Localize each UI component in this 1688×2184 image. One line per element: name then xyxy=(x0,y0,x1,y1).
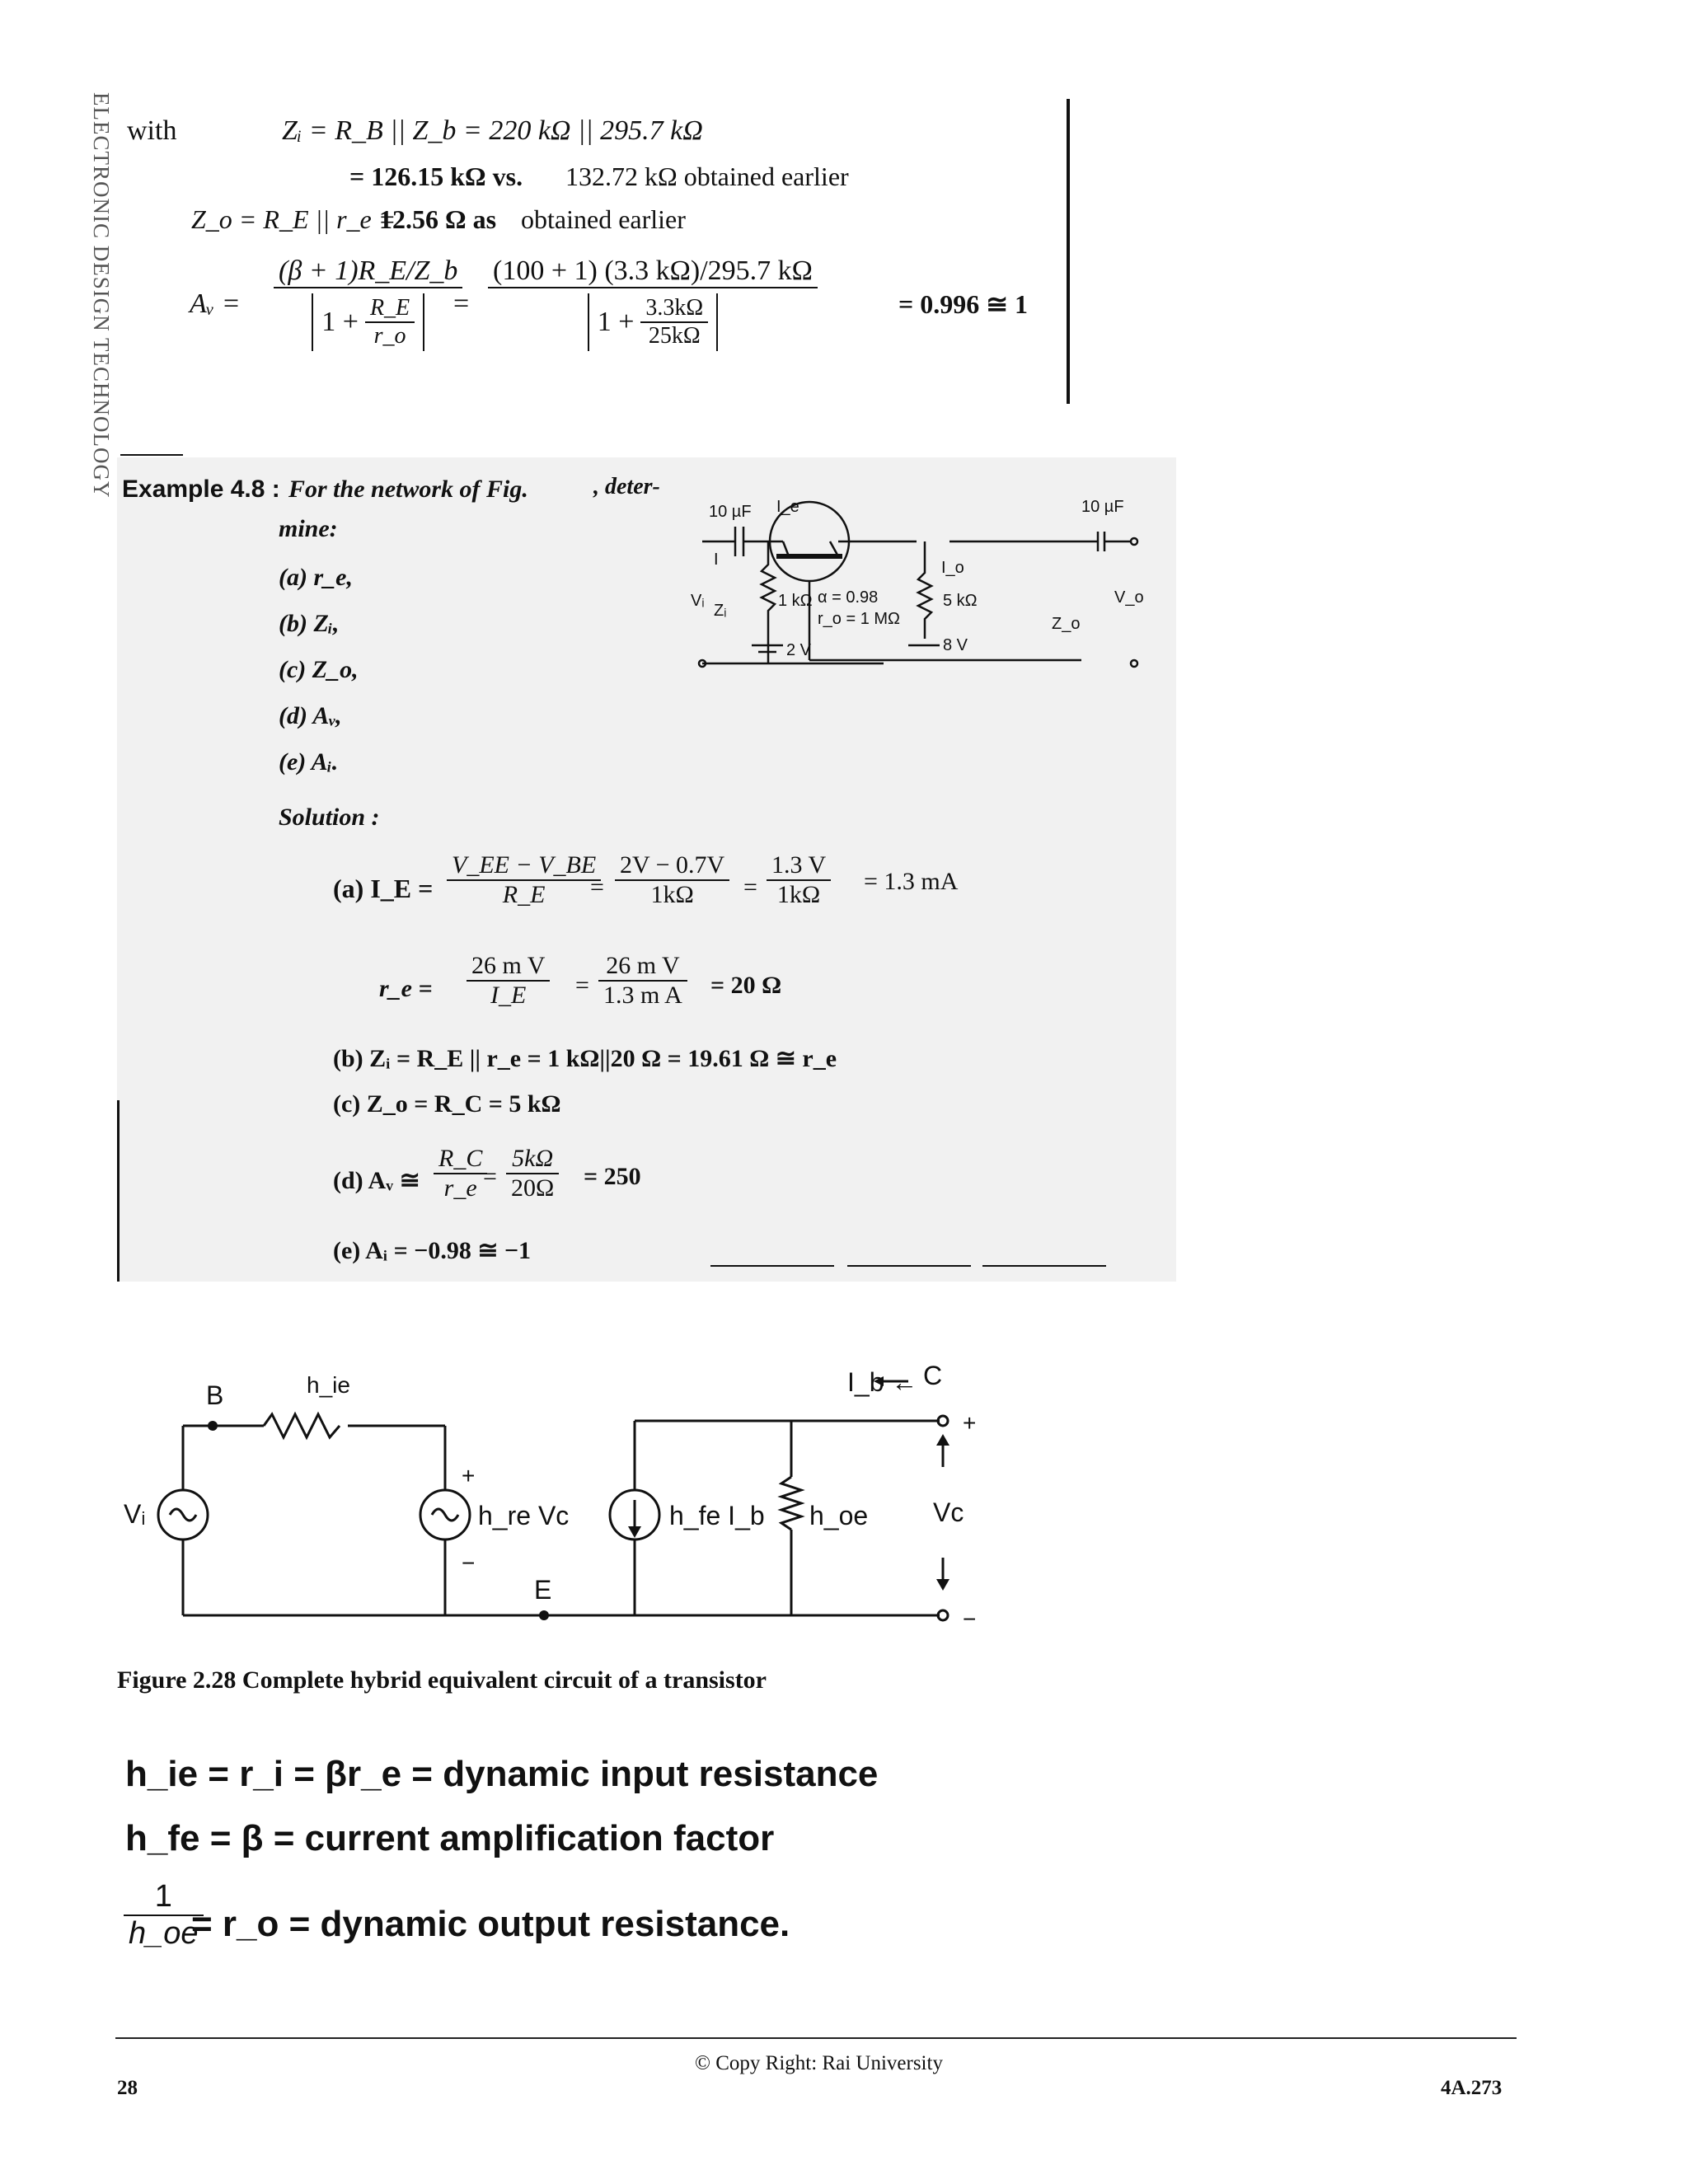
rule-a xyxy=(710,1265,834,1267)
av-den1-den: r_o xyxy=(373,323,406,349)
av-den2-den: 25kΩ xyxy=(648,323,701,349)
av-d-eq: = xyxy=(483,1163,497,1190)
part-d: (d) Aᵥ, xyxy=(279,702,342,729)
source-minus: − xyxy=(462,1550,476,1576)
def-hie: h_ie = r_i = βr_e = dynamic input resistance xyxy=(125,1754,879,1794)
hre-vc-label: h_re Vc xyxy=(478,1501,570,1530)
part-b: (b) Zᵢ, xyxy=(279,610,340,637)
part-e: (e) Aᵢ. xyxy=(279,748,339,776)
re-over-ro xyxy=(365,295,415,349)
re-label: 1 kΩ xyxy=(778,592,813,610)
zi-line-2-rest: 132.72 kΩ obtained earlier xyxy=(565,162,849,191)
node-b-label: B xyxy=(206,1380,224,1410)
with-word: with xyxy=(127,115,177,146)
av-d-f1-den: r_e xyxy=(443,1174,477,1202)
example-left-bar xyxy=(117,1100,120,1282)
solution-label: Solution : xyxy=(279,804,380,831)
zi-line-1: Zᵢ = R_B || Z_b = 220 kΩ || 295.7 kΩ xyxy=(282,115,703,146)
part-e-solution: (e) Aᵢ = −0.98 ≅ −1 xyxy=(333,1237,532,1264)
hybrid-vi-label: Vᵢ xyxy=(124,1499,146,1529)
rule-c xyxy=(982,1265,1106,1267)
hie-label: h_ie xyxy=(307,1372,350,1398)
ro-label: r_o = 1 MΩ xyxy=(818,610,900,628)
ie-fraction-2 xyxy=(615,851,729,909)
re-f1-den: I_E xyxy=(490,982,527,1009)
part-c-solution: (c) Z_o = R_C = 5 kΩ xyxy=(333,1090,561,1118)
re-lhs: r_e = xyxy=(379,975,433,1002)
av-fraction-numeric xyxy=(488,255,818,351)
example-panel xyxy=(117,457,1176,1282)
node-c-label: C xyxy=(923,1361,943,1390)
def-hoe-num: 1 xyxy=(154,1879,172,1914)
copyright: © Copy Right: Rai University xyxy=(695,2052,943,2074)
av-d-f2-num: 5kΩ xyxy=(512,1145,554,1172)
av-result: = 0.996 ≅ 1 xyxy=(898,289,1029,319)
ie-f1-den: R_E xyxy=(502,881,546,908)
hfe-ib-label: h_fe I_b xyxy=(669,1501,765,1530)
ie-result: = 1.3 mA xyxy=(864,868,959,895)
ie-f2-den: 1kΩ xyxy=(650,881,694,908)
av-d-fraction-1 xyxy=(434,1145,487,1202)
re-f2-num: 26 m V xyxy=(606,952,680,979)
output-plus: + xyxy=(963,1410,977,1436)
zi-label: Zᵢ xyxy=(714,602,727,620)
rc-over-ro-numeric xyxy=(640,295,708,349)
side-label-text: ELECTRONIC DESIGN TECHNOLOGY xyxy=(89,92,114,499)
rc-label: 5 kΩ xyxy=(943,592,978,610)
ie-eq-1: = xyxy=(590,874,604,901)
right-margin-bar xyxy=(1067,99,1070,404)
re-fraction-1 xyxy=(467,952,550,1010)
page-number: 28 xyxy=(117,2077,138,2099)
input-current-label: I xyxy=(714,551,719,569)
ie-f3-num: 1.3 V xyxy=(771,851,827,879)
ie-label: I_e xyxy=(776,498,799,516)
ie-f1-num: V_EE − V_BE xyxy=(452,851,597,879)
av-den1-pre: 1 + xyxy=(321,307,359,337)
zo-bold: 12.56 Ω as xyxy=(379,204,497,234)
ie-f3-den: 1kΩ xyxy=(776,881,821,908)
example-heading-tail: , deter- xyxy=(593,474,660,499)
av-fraction-symbolic xyxy=(274,255,462,351)
av-d-f2-den: 20Ω xyxy=(511,1174,555,1202)
zi-line-2-bold: = 126.15 kΩ vs. xyxy=(349,162,523,191)
equals-sign: = xyxy=(453,288,470,319)
part-b-solution: (b) Zᵢ = R_E || r_e = 1 kΩ||20 Ω = 19.61 Ω ≅ r_e xyxy=(333,1045,837,1072)
re-fraction-2 xyxy=(598,952,687,1010)
rule-b xyxy=(847,1265,971,1267)
ie-lhs: (a) I_E = xyxy=(333,874,434,903)
re-f1-num: 26 m V xyxy=(471,952,546,979)
ib-label: I_b ← xyxy=(847,1367,918,1397)
av-num-numeric: (100 + 1) (3.3 kΩ)/295.7 kΩ xyxy=(493,255,813,286)
av-den-numeric xyxy=(588,293,719,351)
example-label: Example 4.8 : xyxy=(122,476,280,503)
page-code: 4A.273 xyxy=(1441,2077,1503,2099)
example-heading-cont: mine: xyxy=(279,515,338,542)
ic-label: I_o xyxy=(941,559,964,577)
parts-list xyxy=(279,555,359,785)
vc-label: Vc xyxy=(933,1497,964,1527)
ie-eq-2: = xyxy=(743,874,757,901)
top-derivation xyxy=(117,99,1090,412)
re-result: = 20 Ω xyxy=(710,972,782,999)
zo-rest: obtained earlier xyxy=(521,204,686,234)
vcc-label: 8 V xyxy=(943,636,968,654)
example-heading: For the network of Fig. xyxy=(288,476,528,503)
av-d-lhs: (d) Aᵥ ≅ xyxy=(333,1167,420,1194)
hybrid-equivalent-circuit xyxy=(115,1352,1039,1648)
ie-fraction-1 xyxy=(447,851,601,909)
source-plus: + xyxy=(462,1463,476,1488)
zo-label: Z_o xyxy=(1052,615,1081,633)
cap-in-label: 10 µF xyxy=(709,503,752,521)
def-hfe: h_fe = β = current amplification factor xyxy=(125,1818,775,1858)
av-den2-pre: 1 + xyxy=(597,307,635,337)
figure-caption: Figure 2.28 Complete hybrid equivalent circuit of a transistor xyxy=(117,1666,767,1694)
ie-f2-num: 2V − 0.7V xyxy=(620,851,725,879)
ie-fraction-3 xyxy=(767,851,831,909)
vi-label: Vᵢ xyxy=(691,592,705,610)
av-d-fraction-2 xyxy=(506,1145,559,1202)
av-den1-num: R_E xyxy=(369,295,410,321)
part-c: (c) Z_o, xyxy=(279,656,359,683)
cb-amplifier-circuit xyxy=(686,474,1147,672)
av-d-f1-num: R_C xyxy=(438,1145,483,1172)
av-num-symbolic: (β + 1)R_E/Z_b xyxy=(279,255,458,286)
node-e-label: E xyxy=(534,1575,552,1605)
cap-out-label: 10 µF xyxy=(1081,498,1124,516)
alpha-label: α = 0.98 xyxy=(818,588,879,607)
vo-label: V_o xyxy=(1114,588,1144,607)
def-hoe: = r_o = dynamic output resistance. xyxy=(191,1904,790,1944)
re-f2-den: 1.3 m A xyxy=(603,982,682,1009)
av-den-symbolic xyxy=(312,293,424,351)
av-den2-num: 3.3kΩ xyxy=(645,295,704,321)
vee-label: 2 V xyxy=(786,641,812,659)
output-minus: − xyxy=(963,1606,977,1632)
zo-lhs: Z_o = R_E || r_e = xyxy=(191,204,396,234)
hoe-label: h_oe xyxy=(809,1501,869,1530)
part-a: (a) r_e, xyxy=(279,564,353,591)
def-hoe-den: h_oe xyxy=(129,1916,199,1951)
re-eq: = xyxy=(575,972,589,999)
footer-rule xyxy=(115,2037,1517,2039)
example-top-rule xyxy=(120,454,183,456)
av-d-result: = 250 xyxy=(584,1163,641,1190)
av-lhs: Aᵥ = xyxy=(190,288,241,319)
